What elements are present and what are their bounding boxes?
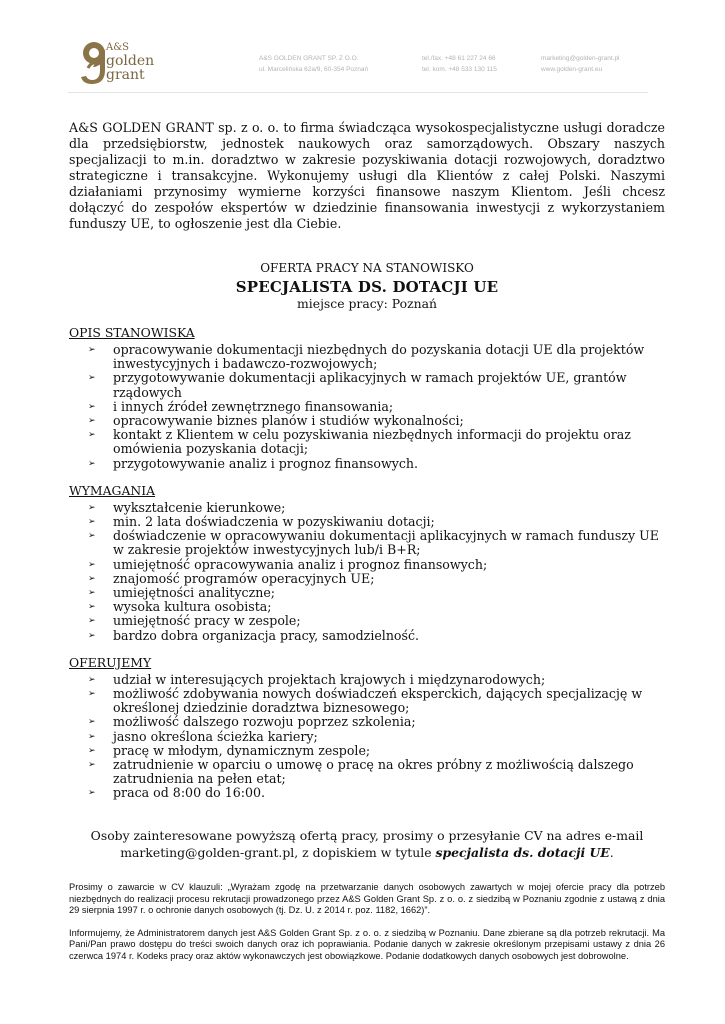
list-item-text: wysoka kultura osobista; (113, 599, 272, 615)
arrow-bullet-icon: ➢ (88, 616, 96, 627)
company-info (259, 53, 368, 75)
job-title: SPECJALISTA DS. DOTACJI UE (235, 278, 499, 296)
closing-end: . (609, 844, 614, 860)
section-heading-requirements: WYMAGANIA (69, 482, 156, 498)
arrow-bullet-icon: ➢ (88, 588, 96, 599)
company-name: A&S GOLDEN GRANT SP. Z O.O. (259, 55, 359, 62)
letterhead (0, 0, 725, 100)
arrow-bullet-icon: ➢ (88, 674, 96, 685)
header-divider (68, 92, 648, 93)
list-item (69, 629, 665, 643)
list-item-text: umiejętność opracowywania analiz i prognoz finansowych; (113, 556, 488, 572)
arrow-bullet-icon: ➢ (88, 430, 96, 441)
arrow-bullet-icon: ➢ (88, 502, 96, 513)
job-location: miejsce pracy: Poznań (297, 296, 437, 311)
phone-mobile: tel. kom. +48 533 130 115 (422, 66, 497, 73)
arrow-bullet-icon: ➢ (88, 401, 96, 412)
phone-info (422, 53, 497, 75)
list-item-text: przygotowywanie dokumentacji aplikacyjnych w ramach projektów UE, grantów rządowych (113, 370, 627, 400)
section-heading-benefits: OFERUJEMY (69, 654, 152, 670)
document-body (69, 120, 665, 861)
list-item (69, 343, 665, 371)
closing-email-text: marketing@golden-grant.pl, z dopiskiem w tytule (120, 844, 436, 860)
list-item (69, 501, 665, 515)
list-item-text: bardzo dobra organizacja pracy, samodzielność. (113, 627, 420, 643)
list-item (69, 400, 665, 414)
list-item (69, 600, 665, 614)
list-item (69, 558, 665, 572)
phone-fax: tel./fax. +48 61 227 24 66 (422, 55, 496, 62)
arrow-bullet-icon: ➢ (88, 517, 96, 528)
logo-wordmark (106, 42, 154, 82)
list-item (69, 414, 665, 428)
consent-clause: Prosimy o zawarcie w CV klauzuli: „Wyrażam zgodę na przetwarzanie danych osobowych zawartych w mojej ofercie pracy dla potrzeb niezbędnych do realizacji procesu rekrutacji prowadzonego przez A&S Golden Grant Sp. z o. o. z siedzibą w Poznaniu zgodnie z ustawą z dnia 29 sierpnia 1997 r. o ochronie danych osobowych (tj. Dz. U. z 2014 r. poz. 1182, 1662)”. (69, 882, 665, 916)
arrow-bullet-icon: ➢ (88, 531, 96, 542)
arrow-bullet-icon: ➢ (88, 573, 96, 584)
list-item-text: umiejętności analityczne; (113, 585, 276, 601)
arrow-bullet-icon: ➢ (88, 760, 96, 771)
arrow-bullet-icon: ➢ (88, 689, 96, 700)
list-item (69, 572, 665, 586)
list-item (69, 457, 665, 471)
section-list-benefits (69, 673, 665, 801)
list-item-text: doświadczenie w opracowywaniu dokumentacji aplikacyjnych w ramach funduszy UE w zakresie projektów inwestycyjnych lub/i B+R; (113, 528, 659, 558)
list-item-text: praca od 8:00 do 16:00. (113, 785, 266, 801)
logo-line-2: golden (106, 53, 155, 69)
list-item (69, 730, 665, 744)
list-item (69, 758, 665, 786)
list-item (69, 715, 665, 729)
closing-subject: specjalista ds. dotacji UE (435, 844, 610, 860)
list-item (69, 786, 665, 800)
list-item (69, 515, 665, 529)
list-item-text: kontakt z Klientem w celu pozyskiwania niezbędnych informacji do projektu oraz omówienia pozyskania dotacji; (113, 427, 631, 457)
section-heading-job-description: OPIS STANOWISKA (69, 325, 195, 340)
list-item-text: znajomość programów operacyjnych UE; (113, 570, 375, 586)
arrow-bullet-icon: ➢ (88, 345, 96, 355)
contact-website[interactable]: www.golden-grant.eu (541, 66, 603, 73)
list-item-text: opracowywanie biznes planów i studiów wykonalności; (113, 413, 464, 429)
section-list-job-description (69, 343, 665, 471)
list-item (69, 673, 665, 687)
list-item-text: jasno określona ścieżka kariery; (113, 728, 318, 744)
data-admin-info: Informujemy, że Administratorem danych jest A&S Golden Grant Sp. z o. o. z siedzibą w Poznaniu. Dane zbierane są dla potrzeb rekrutacji. Ma Pani/Pan prawo dostępu do treści swoich danych oraz ich poprawiania. Podanie danych w zakresie określonym przepisami ustawy z dnia 26 czerwca 1974 r. Kodeks pracy oraz aktów wykonawczych jest obowiązkowe. Podanie dodatkowych danych osobowych jest dobrowolne. (69, 927, 665, 961)
arrow-bullet-icon: ➢ (88, 416, 96, 427)
list-item-text: możliwość dalszego rozwoju poprzez szkolenia; (113, 714, 416, 730)
list-item-text: i innych źródeł zewnętrznego finansowania; (113, 398, 394, 414)
list-item-text: zatrudnienie w oparciu o umowę o pracę na okres próbny z możliwością dalszego zatrudnienia na pełen etat; (113, 757, 634, 787)
closing-note (69, 827, 665, 861)
arrow-bullet-icon: ➢ (88, 630, 96, 641)
list-item-text: pracę w młodym, dynamicznym zespole; (113, 742, 371, 758)
job-sections (69, 325, 665, 801)
list-item-text: min. 2 lata doświadczenia w pozyskiwaniu dotacji; (113, 514, 435, 530)
closing-line-2 (69, 844, 665, 861)
arrow-bullet-icon: ➢ (88, 559, 96, 570)
list-item (69, 371, 665, 399)
arrow-bullet-icon: ➢ (88, 745, 96, 756)
arrow-bullet-icon: ➢ (88, 373, 96, 384)
contact-info (541, 53, 620, 75)
list-item-text: przygotowywanie analiz i prognoz finansowych. (113, 455, 419, 471)
list-item (69, 687, 665, 715)
arrow-bullet-icon: ➢ (88, 458, 96, 469)
arrow-bullet-icon: ➢ (88, 788, 96, 799)
list-item (69, 529, 665, 557)
list-item (69, 614, 665, 628)
list-item (69, 586, 665, 600)
list-item-text: umiejętność pracy w zespole; (113, 613, 301, 629)
closing-line-1: Osoby zainteresowane powyższą ofertą pracy, prosimy o przesyłanie CV na adres e-mail (90, 827, 644, 843)
arrow-bullet-icon: ➢ (88, 731, 96, 742)
list-item-text: udział w interesujących projektach krajowych i międzynarodowych; (113, 671, 546, 687)
logo-line-3: grant (106, 67, 145, 83)
list-item (69, 744, 665, 758)
section-list-requirements (69, 501, 665, 643)
arrow-bullet-icon: ➢ (88, 717, 96, 728)
contact-email[interactable]: marketing@golden-grant.pl (541, 55, 620, 62)
intro-paragraph: A&S GOLDEN GRANT sp. z o. o. to firma świadcząca wysokospecjalistyczne usługi doradcze dla przedsiębiorstw, jednostek naukowych oraz samorządowych. Obszary naszych specjalizacji to m.in. doradztwo w zakresie pozyskiwania dotacji rozwojowych, doradztwo strategiczne i transakcyjne. Wykonujemy usługi dla Klientów z całej Polski. Naszymi działaniami przynosimy wymierne korzyści finansowe naszym Klientom. Jeśli chcesz dołączyć do zespołów ekspertów w dziedzinie finansowania inwestycji z wykorzystaniem funduszy UE, to ogłoszenie jest dla Ciebie. (69, 120, 665, 231)
offer-heading: OFERTA PRACY NA STANOWISKO (260, 261, 474, 275)
company-address: ul. Marcelińska 62a/9, 60-354 Poznań (259, 66, 369, 73)
list-item-text: wykształcenie kierunkowe; (113, 499, 286, 515)
arrow-bullet-icon: ➢ (88, 602, 96, 613)
company-logo (78, 38, 168, 88)
gdpr-footer (69, 882, 665, 963)
list-item-text: opracowywanie dokumentacji niezbędnych do pozyskania dotacji UE dla projektów inwestycyjnych i badawczo-rozwojowych; (113, 342, 645, 372)
logo-line-1: A&S (106, 42, 129, 53)
list-item (69, 428, 665, 456)
list-item-text: możliwość zdobywania nowych doświadczeń eksperckich, dających specjalizację w określonej dziedzinie doradztwa biznesowego; (113, 686, 643, 716)
